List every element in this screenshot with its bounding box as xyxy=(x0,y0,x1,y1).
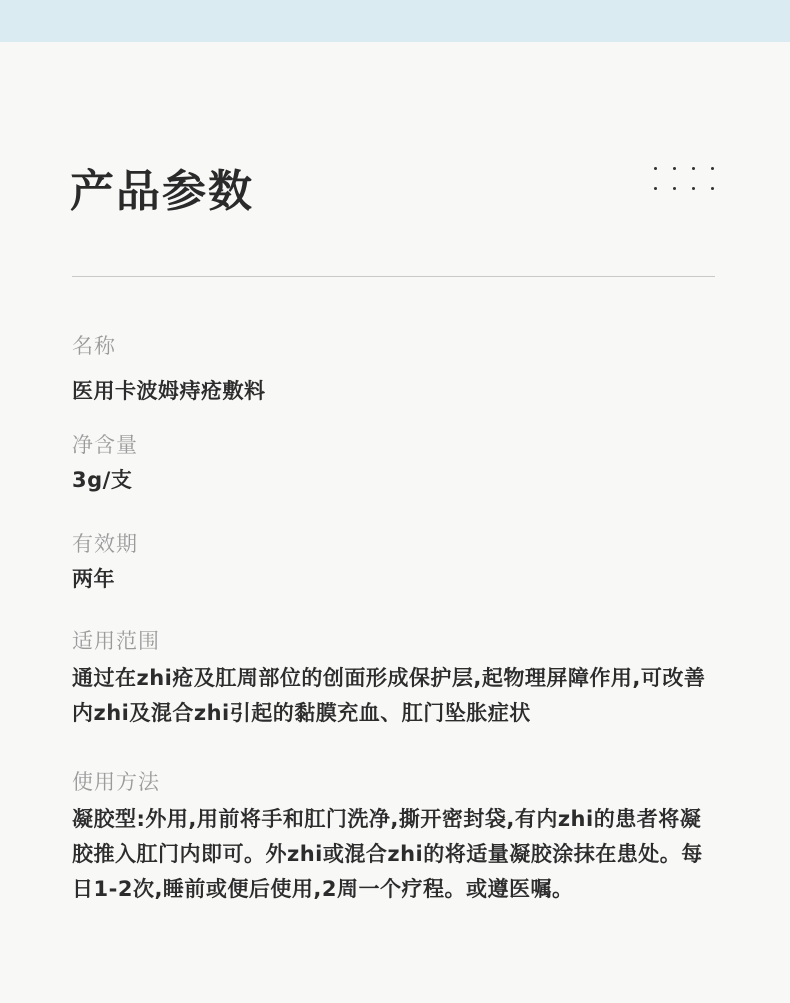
top-banner xyxy=(0,0,790,42)
param-value: 两年 xyxy=(72,567,115,591)
title-divider xyxy=(72,276,715,277)
param-value: 医用卡波姆痔疮敷料 xyxy=(72,379,266,403)
param-label: 适用范围 xyxy=(72,629,160,653)
param-shelf-life xyxy=(72,529,712,597)
page-title: 产品参数 xyxy=(70,166,254,217)
param-name xyxy=(72,331,712,409)
param-label: 有效期 xyxy=(72,532,138,556)
param-value: 凝胶型:外用,用前将手和肛门洗净,撕开密封袋,有内zhi的患者将凝胶推入肛门内即可。外zhi或混合zhi的将适量凝胶涂抹在患处。每日1-2次,睡前或便后使用,2周一个疗程。或遵医嘱。 xyxy=(72,807,703,901)
param-value: 通过在zhi疮及肛周部位的创面形成保护层,起物理屏障作用,可改善内zhi及混合zhi引起的黏膜充血、肛门坠胀症状 xyxy=(72,666,706,725)
param-scope xyxy=(72,626,712,731)
param-value: 3g/支 xyxy=(72,468,133,492)
param-label: 名称 xyxy=(72,334,116,358)
param-label: 净含量 xyxy=(72,433,138,457)
param-net-content xyxy=(72,430,712,498)
param-label: 使用方法 xyxy=(72,770,160,794)
dot-grid-icon xyxy=(654,167,714,191)
param-usage xyxy=(72,767,712,907)
